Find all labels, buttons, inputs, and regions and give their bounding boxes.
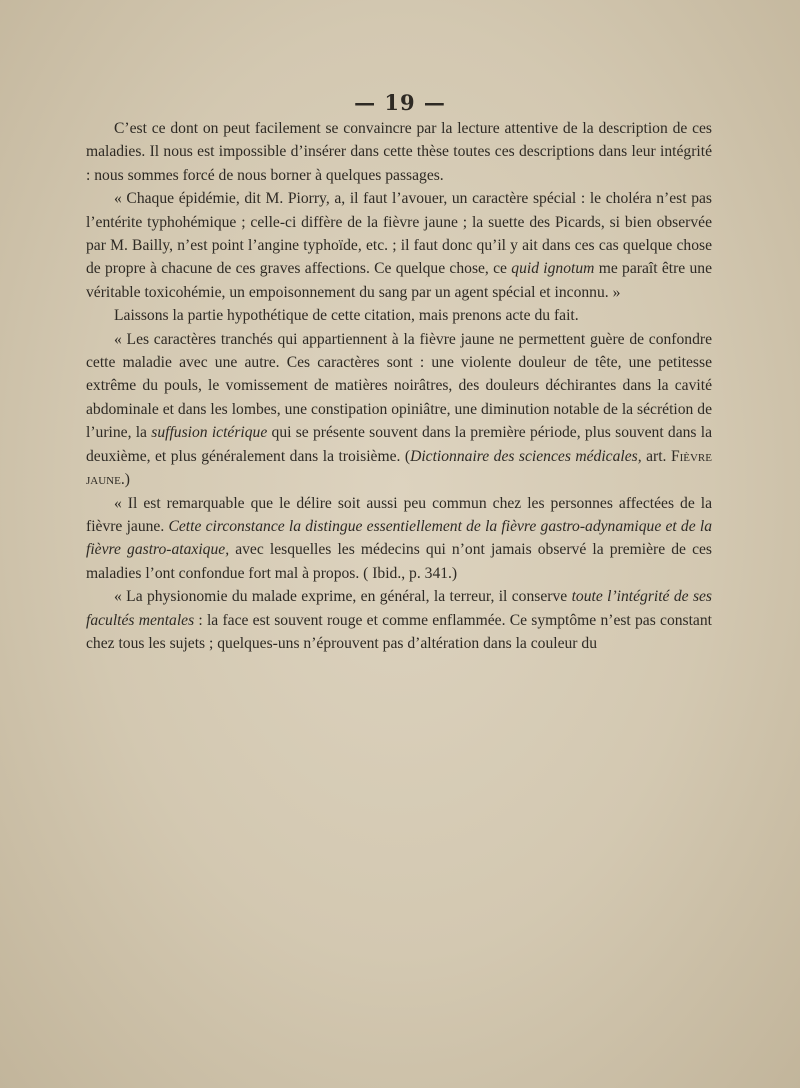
paragraph xyxy=(86,117,712,187)
text-run: art. xyxy=(641,447,671,465)
paragraph xyxy=(86,304,712,327)
text-run: ) xyxy=(124,471,130,489)
italic-text: quid ignotum xyxy=(511,260,595,278)
text-run: me paraît être une véritable toxicohémie, un empoisonnement du sang par un agent spécial et inconnu. » xyxy=(86,260,713,301)
body-text xyxy=(86,117,712,655)
text-run: Laissons la partie hypothétique de cette citation, mais prenons acte du fait. xyxy=(114,307,579,325)
text-run: Fièvre jaune. xyxy=(86,447,712,489)
text-run: : la face est souvent rouge et comme enflammée. Ce symptôme n’est pas constant chez tous les sujets ; quelques-uns n’éprouvent pas d’altération dans la couleur du xyxy=(86,611,712,652)
italic-text: Cette circonstance la distingue essentiellement de la fièvre gastro-adynamique et de la fièvre gastro-ataxique, xyxy=(86,517,712,559)
paragraph xyxy=(86,187,712,304)
italic-text: suffusion ictérique xyxy=(151,424,268,442)
italic-text: Dictionnaire des sciences médicales, xyxy=(410,447,642,465)
paragraph xyxy=(86,585,712,655)
text-run: qui se présente souvent dans la première période, plus souvent dans la deuxième, et plus généralement dans la troisième. ( xyxy=(86,424,713,465)
paragraph xyxy=(86,328,712,492)
text-run: « Il est remarquable que le délire soit aussi peu commun chez les personnes affectées de la fièvre jaune. xyxy=(86,494,712,535)
text-run: « Les caractères tranchés qui appartiennent à la fièvre jaune ne permettent guère de confondre cette maladie avec une autre. Ces caractères sont : une violente douleur de tête, une petitesse extrême du pouls, le vomissement de matières noirâtres, des douleurs déchirantes dans la cavité abdominale et dans les lombes, une constipation opiniâtre, une diminution notable de la sécrétion de l’urine, la xyxy=(86,330,712,442)
text-run: C’est ce dont on peut facilement se convaincre par la lecture attentive de la description de ces maladies. Il nous est impossible d’insérer dans cette thèse toutes ces descriptions dans leur intégrité : nous sommes forcé de nous borner à quelques passages. xyxy=(86,120,712,184)
text-run: « La physionomie du malade exprime, en général, la terreur, il conserve xyxy=(114,588,572,606)
text-run: « Chaque épidémie, dit M. Piorry, a, il faut l’avouer, un caractère spécial : le choléra n’est pas l’entérite typhohémique ; celle-ci diffère de la fièvre jaune ; la suette des Picards, si bien observée par M. Bailly, n’est point l’angine typhoïde, etc. ; il faut donc qu’il y ait dans ces cas quelque chose de propre à chacune de ces graves affections. Ce quelque chose, ce xyxy=(86,190,712,278)
italic-text: toute l’intégrité de ses facultés mentales xyxy=(86,588,712,629)
page-number-header: — 19 — xyxy=(354,90,446,115)
text-run: avec lesquelles les médecins qui n’ont jamais observé la première de ces maladies l’ont confondue fort mal à propos. ( Ibid., p. 341.) xyxy=(86,541,712,582)
paragraph xyxy=(86,492,712,586)
